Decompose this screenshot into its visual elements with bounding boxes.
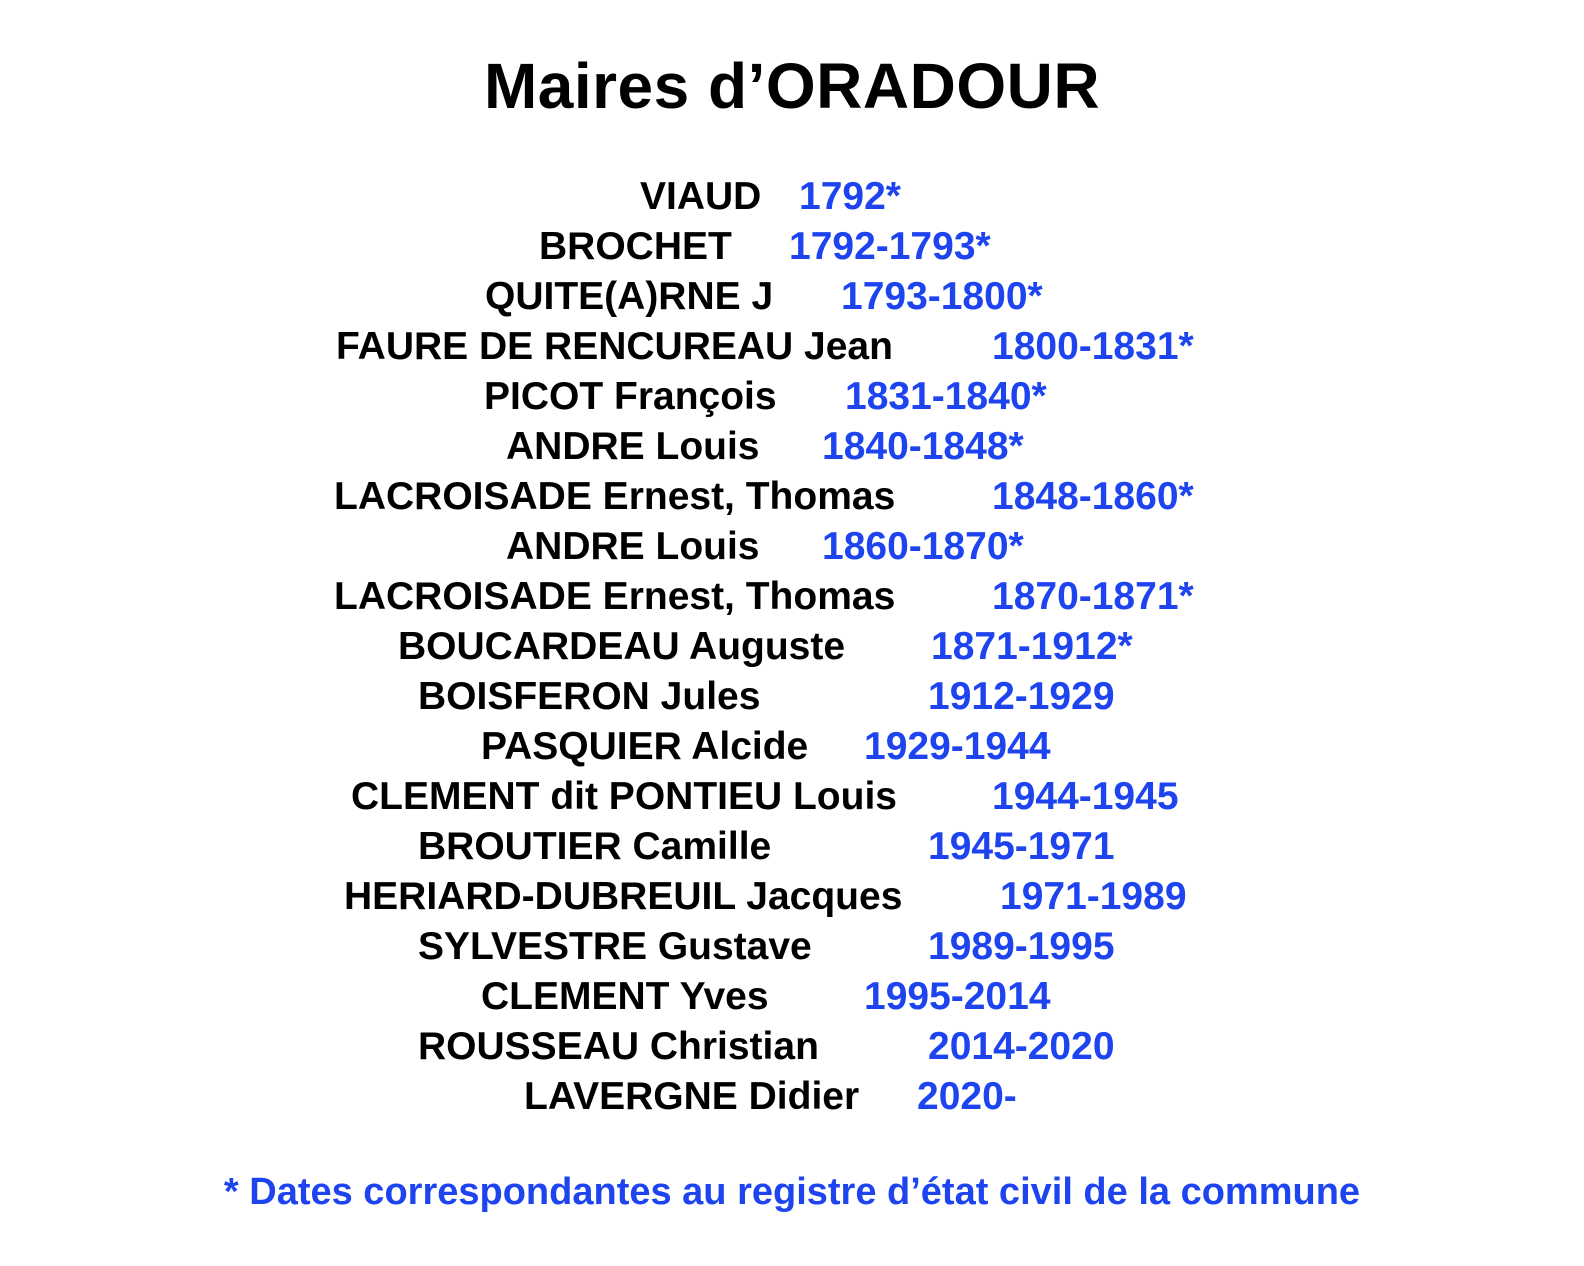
mayor-dates: 2014-2020	[928, 1025, 1115, 1068]
mayor-dates: 1860-1870*	[822, 525, 1024, 568]
mayor-row	[0, 922, 1584, 972]
mayor-dates: 1929-1944	[864, 725, 1051, 768]
mayor-row	[0, 722, 1584, 772]
mayor-row	[0, 172, 1584, 222]
mayor-row	[0, 1022, 1584, 1072]
mayor-row	[0, 372, 1584, 422]
mayor-row	[0, 972, 1584, 1022]
mayor-dates: 1792*	[799, 175, 901, 218]
mayor-name: QUITE(A)RNE J	[485, 275, 774, 318]
page-title: Maires d’ORADOUR	[483, 50, 1101, 122]
mayor-dates: 1971-1989	[1000, 875, 1187, 918]
mayor-name: BROUTIER Camille	[418, 825, 772, 868]
mayor-name: ANDRE Louis	[506, 525, 760, 568]
mayor-row	[0, 522, 1584, 572]
mayor-name: LACROISADE Ernest, Thomas	[334, 575, 896, 618]
mayor-dates: 1944-1945	[992, 775, 1179, 818]
mayor-dates: 1871-1912*	[931, 625, 1133, 668]
mayor-name: HERIARD-DUBREUIL Jacques	[344, 875, 903, 918]
mayor-row	[0, 272, 1584, 322]
mayor-name: ROUSSEAU Christian	[418, 1025, 819, 1068]
mayor-row	[0, 672, 1584, 722]
mayor-row	[0, 772, 1584, 822]
mayor-dates: 1870-1871*	[992, 575, 1194, 618]
mayor-dates: 1840-1848*	[822, 425, 1024, 468]
mayor-name: CLEMENT Yves	[481, 975, 769, 1018]
mayor-row	[0, 422, 1584, 472]
mayor-dates: 1793-1800*	[841, 275, 1043, 318]
mayor-dates: 1792-1793*	[789, 225, 991, 268]
mayor-row	[0, 322, 1584, 372]
mayor-dates: 1995-2014	[864, 975, 1051, 1018]
mayor-name: BOISFERON Jules	[418, 675, 761, 718]
mayor-row	[0, 572, 1584, 622]
mayor-name: BOUCARDEAU Auguste	[398, 625, 846, 668]
mayor-name: VIAUD	[640, 175, 762, 218]
mayor-dates: 1800-1831*	[992, 325, 1194, 368]
mayor-name: PICOT François	[484, 375, 777, 418]
mayor-dates: 1848-1860*	[992, 475, 1194, 518]
mayor-row	[0, 822, 1584, 872]
mayor-row	[0, 622, 1584, 672]
mayor-name: LACROISADE Ernest, Thomas	[334, 475, 896, 518]
mayor-name: FAURE DE RENCUREAU Jean	[336, 325, 893, 368]
mayor-name: CLEMENT dit PONTIEU Louis	[351, 775, 897, 818]
mayor-dates: 1989-1995	[928, 925, 1115, 968]
mayor-dates: 1945-1971	[928, 825, 1115, 868]
footnote: * Dates correspondantes au registre d’état civil de la commune	[223, 1171, 1361, 1213]
mayor-name: LAVERGNE Didier	[524, 1075, 860, 1118]
mayor-dates: 1912-1929	[928, 675, 1115, 718]
mayor-row	[0, 472, 1584, 522]
mayor-name: ANDRE Louis	[506, 425, 760, 468]
mayor-dates: 2020-	[917, 1075, 1017, 1118]
mayor-name: SYLVESTRE Gustave	[418, 925, 812, 968]
mayor-list	[0, 172, 1584, 1122]
mayor-row	[0, 222, 1584, 272]
mayor-dates: 1831-1840*	[845, 375, 1047, 418]
mayor-name: BROCHET	[539, 225, 732, 268]
mayor-row	[0, 1072, 1584, 1122]
mayor-row	[0, 872, 1584, 922]
mayor-name: PASQUIER Alcide	[481, 725, 809, 768]
